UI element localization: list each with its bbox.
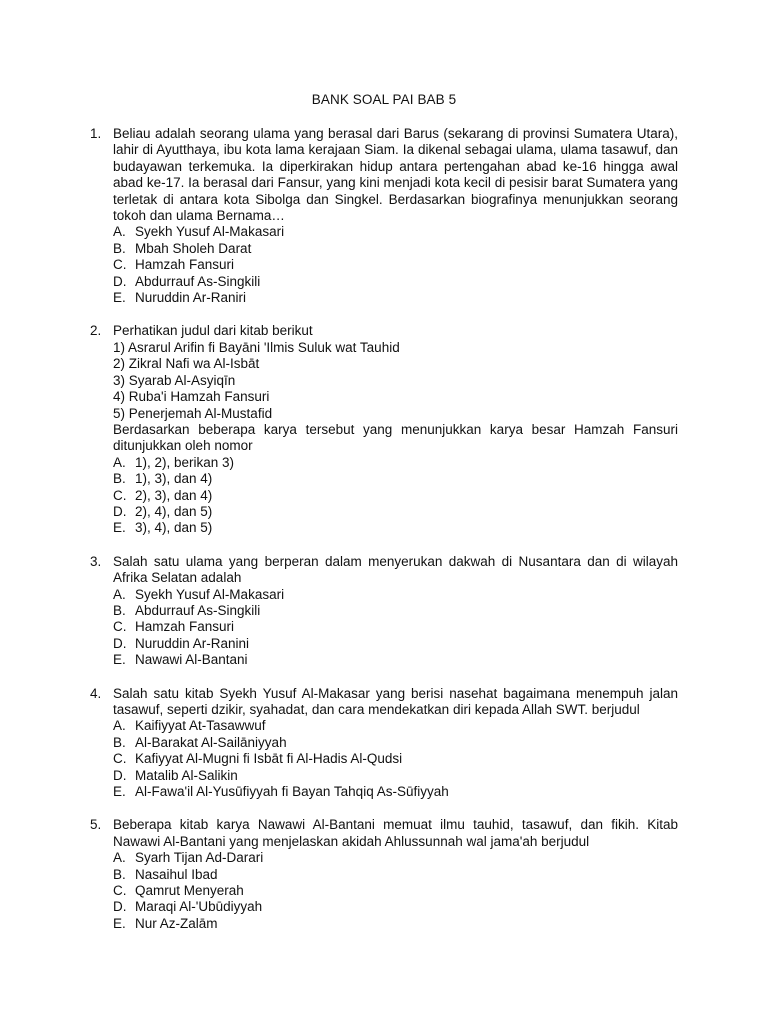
option-text: Al-Barakat Al-Sailāniyyah <box>135 734 287 750</box>
answer-option <box>113 768 678 784</box>
option-text: Matalib Al-Salikin <box>135 767 238 783</box>
option-letter: D. <box>113 899 127 915</box>
answer-option <box>113 224 678 240</box>
option-text: Nawawi Al-Bantani <box>135 652 248 668</box>
option-letter: C. <box>113 619 127 635</box>
option-text: Hamzah Fansuri <box>135 257 235 273</box>
answer-options <box>113 455 678 537</box>
answer-option <box>113 850 678 866</box>
option-letter: A. <box>113 850 126 866</box>
question-text: Beliau adalah seorang ulama yang berasal dari Barus (sekarang di provinsi Sumatera Utara), lahir di Ayutthaya, ibu kota lama kerajaan Siam. Ia dikenal sebagai ulama, ulama tasawuf, dan budayawan terkemuka. Ia diperkirakan hidup antara pertengahan abad ke-16 hingga awal abad ke-17. Ia berasal dari Fansur, yang kini menjadi kota kecil di pesisir barat Sumatera yang terletak di antara kota Sibolga dan Singkel. Berdasarkan biografinya menunjukkan seorang tokoh dan ulama Bernama… <box>113 126 678 224</box>
option-letter: B. <box>113 471 126 487</box>
option-letter: D. <box>113 635 127 651</box>
answer-option <box>113 504 678 520</box>
option-letter: E. <box>113 784 126 800</box>
option-letter: B. <box>113 240 126 256</box>
answer-option <box>113 867 678 883</box>
option-letter: B. <box>113 734 126 750</box>
option-letter: C. <box>113 883 127 899</box>
question-item <box>90 686 678 801</box>
question-number: 5. <box>90 817 102 833</box>
option-text: Kafiyyat Al-Mugni fi Isbāt fi Al-Hadis Al-Qudsi <box>135 751 403 767</box>
numbered-item: 4) Ruba'i Hamzah Fansuri <box>113 389 270 405</box>
option-letter: D. <box>113 767 127 783</box>
option-text: Syekh Yusuf Al-Makasari <box>135 224 285 240</box>
answer-option <box>113 718 678 734</box>
question-text: Perhatikan judul dari kitab berikut <box>113 323 313 339</box>
question-number: 2. <box>90 323 102 339</box>
option-text: Kaifiyyat At-Tasawwuf <box>135 718 266 734</box>
option-text: Mbah Sholeh Darat <box>135 240 252 256</box>
option-letter: E. <box>113 520 126 536</box>
question-text: Salah satu kitab Syekh Yusuf Al-Makasar yang berisi nasehat bagaimana menempuh jalan tasawuf, seperti dzikir, syahadat, dan cara mendekatkan diri kepada Allah SWT. berjudul <box>113 685 678 717</box>
answer-option <box>113 784 678 800</box>
question-item <box>90 323 678 536</box>
option-letter: D. <box>113 503 127 519</box>
question-text: Salah satu ulama yang berperan dalam menyerukan dakwah di Nusantara dan di wilayah Afrika Selatan adalah <box>113 553 678 586</box>
option-text: Qamrut Menyerah <box>135 883 244 899</box>
answer-option <box>113 883 678 899</box>
option-text: Nuruddin Ar-Raniri <box>135 290 247 306</box>
option-text: 3), 4), dan 5) <box>135 520 213 536</box>
question-number: 3. <box>90 553 102 569</box>
answer-option <box>113 916 678 932</box>
answer-option <box>113 290 678 306</box>
option-text: Hamzah Fansuri <box>135 619 235 635</box>
option-text: Nasaihul Ibad <box>135 866 218 882</box>
question-item <box>90 554 678 669</box>
numbered-item: 5) Penerjemah Al-Mustafid <box>113 405 273 421</box>
answer-options <box>113 587 678 669</box>
option-letter: E. <box>113 652 126 668</box>
page-title: BANK SOAL PAI BAB 5 <box>311 92 457 107</box>
answer-option <box>113 471 678 487</box>
option-letter: A. <box>113 586 126 602</box>
answer-option <box>113 652 678 668</box>
option-text: 2), 4), dan 5) <box>135 503 213 519</box>
question-list <box>90 126 678 949</box>
option-letter: E. <box>113 915 126 931</box>
answer-option <box>113 587 678 603</box>
numbered-item: 1) Asrarul Arifin fi Bayāni 'Ilmis Suluk wat Tauhid <box>113 339 400 355</box>
option-text: Abdurrauf As-Singkili <box>135 602 261 618</box>
option-text: 1), 3), dan 4) <box>135 471 213 487</box>
answer-option <box>113 488 678 504</box>
option-letter: C. <box>113 257 127 273</box>
question-item <box>90 817 678 932</box>
option-text: Nur Az-Zalām <box>135 915 218 931</box>
numbered-item-list <box>113 340 678 422</box>
question-followup-text: Berdasarkan beberapa karya tersebut yang menunjukkan karya besar Hamzah Fansuri ditunjukkan oleh nomor <box>113 421 678 454</box>
option-letter: C. <box>113 751 127 767</box>
question-text: Beberapa kitab karya Nawawi Al-Bantani memuat ilmu tauhid, tasawuf, dan fikih. Kitab Nawawi Al-Bantani yang menjelaskan akidah Ahlussunnah wal jama'ah berjudul <box>113 817 678 849</box>
answer-option <box>113 455 678 471</box>
answer-option <box>113 257 678 273</box>
answer-option <box>113 735 678 751</box>
option-letter: A. <box>113 454 126 470</box>
option-letter: E. <box>113 290 126 306</box>
option-letter: C. <box>113 487 127 503</box>
option-letter: B. <box>113 602 126 618</box>
option-letter: B. <box>113 866 126 882</box>
option-text: Nuruddin Ar-Ranini <box>135 635 250 651</box>
option-letter: A. <box>113 718 126 734</box>
option-text: Syekh Yusuf Al-Makasari <box>135 586 285 602</box>
answer-option <box>113 520 678 536</box>
option-text: Syarh Tijan Ad-Darari <box>135 850 264 866</box>
numbered-item: 3) Syarab Al-Asyiqīn <box>113 372 236 388</box>
answer-options <box>113 224 678 306</box>
answer-option <box>113 619 678 635</box>
option-text: Abdurrauf As-Singkili <box>135 273 261 289</box>
question-number: 4. <box>90 685 102 701</box>
answer-option <box>113 603 678 619</box>
question-number: 1. <box>90 126 102 141</box>
answer-options <box>113 850 678 932</box>
answer-options <box>113 718 678 800</box>
question-item <box>90 126 678 306</box>
answer-option <box>113 899 678 915</box>
answer-option <box>113 636 678 652</box>
answer-option <box>113 751 678 767</box>
numbered-item: 2) Zikral Nafi wa Al-Isbāt <box>113 356 260 372</box>
option-text: 1), 2), berikan 3) <box>135 454 235 470</box>
option-letter: D. <box>113 273 127 289</box>
option-letter: A. <box>113 224 126 240</box>
answer-option <box>113 241 678 257</box>
answer-option <box>113 274 678 290</box>
option-text: Maraqi Al-'Ubūdiyyah <box>135 899 263 915</box>
option-text: Al-Fawa'il Al-Yusūfiyyah fi Bayan Tahqiq As-Sūfiyyah <box>135 784 449 800</box>
option-text: 2), 3), dan 4) <box>135 487 213 503</box>
